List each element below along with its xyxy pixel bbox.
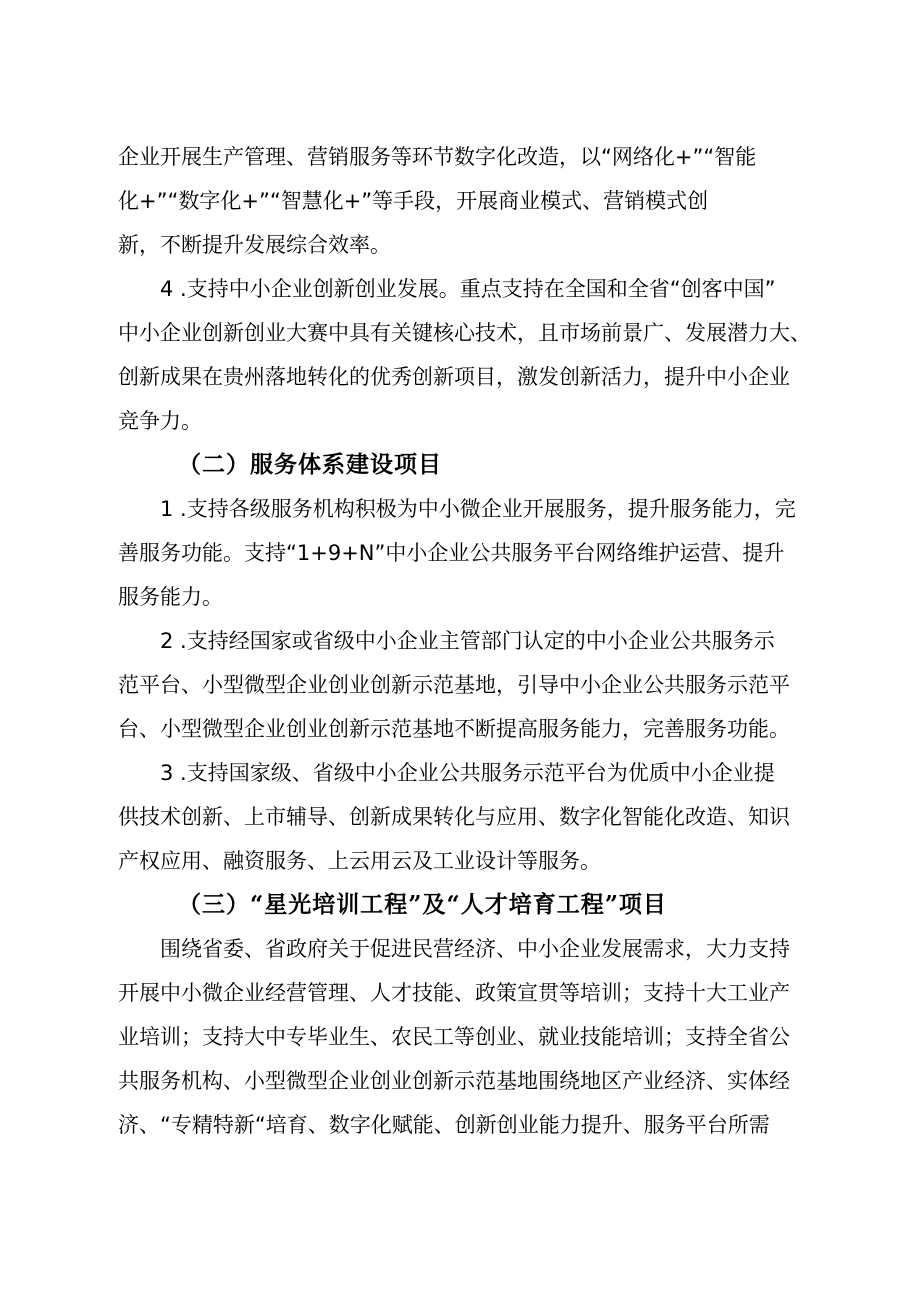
section-heading: （三）“星光培训工程”及“人才培育工程”项目: [178, 891, 667, 918]
body-text-line: 济、“专精特新“培育、数字化赋能、创新创业能力提升、服务平台所需: [118, 1113, 770, 1137]
body-text-line: 3 .支持国家级、省级中小企业公共服务示范平台为优质中小企业提: [160, 761, 775, 785]
body-text-line: 化+”“数字化+”“智慧化+”等手段，开展商业模式、营销模式创: [118, 189, 709, 213]
body-text-line: 4 .支持中小企业创新创业发展。重点支持在全国和全省“创客中国”: [160, 277, 776, 301]
body-text-line: 服务能力。: [118, 585, 223, 609]
body-text-line: 共服务机构、小型微型企业创业创新示范基地围绕地区产业经济、实体经: [118, 1069, 790, 1093]
body-text-line: 围绕省委、省政府关于促进民营经济、中小企业发展需求，大力支持: [160, 937, 790, 961]
body-text-line: 中小企业创新创业大赛中具有关键核心技术，且市场前景广、发展潜力大、: [118, 321, 811, 345]
body-text-line: 竞争力。: [118, 409, 202, 433]
body-text-line: 范平台、小型微型企业创业创新示范基地，引导中小企业公共服务示范平: [118, 673, 790, 697]
body-text-line: 善服务功能。支持“1+9+N”中小企业公共服务平台网络维护运营、提升: [118, 541, 785, 565]
body-text-line: 业培训；支持大中专毕业生、农民工等创业、就业技能培训；支持全省公: [118, 1025, 790, 1049]
section-heading: （二）服务体系建设项目: [178, 451, 442, 478]
body-text-line: 供技术创新、上市辅导、创新成果转化与应用、数字化智能化改造、知识: [118, 805, 790, 829]
body-text-line: 企业开展生产管理、营销服务等环节数字化改造，以“网络化+”“智能: [118, 145, 757, 169]
body-text-line: 新，不断提升发展综合效率。: [118, 233, 391, 257]
body-text-line: 产权应用、融资服务、上云用云及工业设计等服务。: [118, 849, 601, 873]
body-text-line: 1 .支持各级服务机构积极为中小微企业开展服务，提升服务能力，完: [160, 497, 796, 521]
body-text-line: 2 .支持经国家或省级中小企业主管部门认定的中小企业公共服务示: [160, 629, 775, 653]
body-text-line: 台、小型微型企业创业创新示范基地不断提高服务能力，完善服务功能。: [118, 717, 790, 741]
body-text-line: 开展中小微企业经营管理、人才技能、政策宣贯等培训；支持十大工业产: [118, 981, 790, 1005]
body-text-line: 创新成果在贵州落地转化的优秀创新项目，激发创新活力，提升中小企业: [118, 365, 790, 389]
